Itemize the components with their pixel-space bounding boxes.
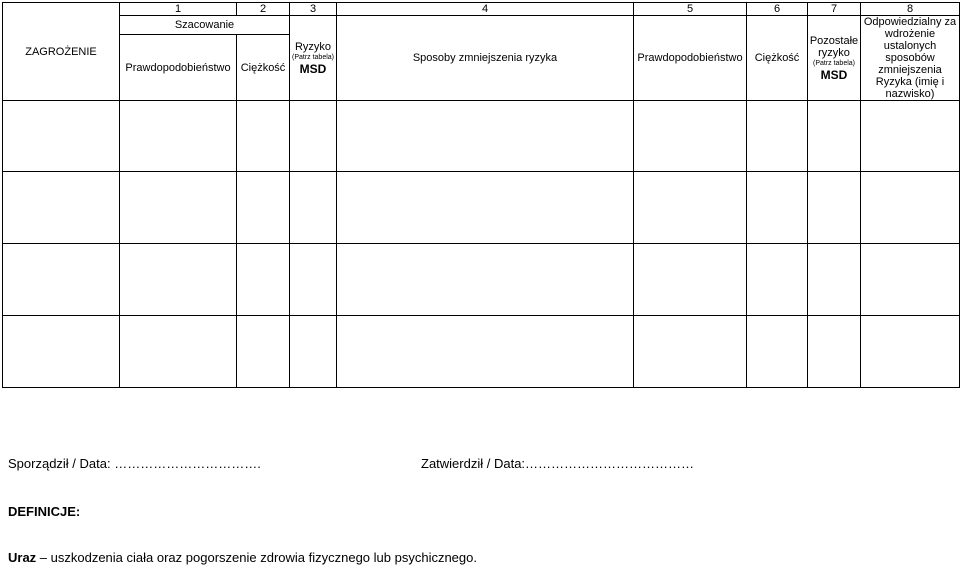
severity2-cell[interactable] [747, 316, 808, 388]
injury-definition-text: – uszkodzenia ciała oraz pogorszenie zdrowia fizycznego lub psychicznego. [36, 550, 477, 565]
prepared-by-line[interactable]: Sporządził / Data: ……………………………. [8, 456, 261, 471]
risk-cell[interactable] [290, 101, 337, 172]
hazard-cell[interactable] [3, 244, 120, 316]
col-number-8: 8 [861, 3, 960, 16]
residual-risk-cell[interactable] [808, 244, 861, 316]
mitigation-cell[interactable] [337, 244, 634, 316]
residual-risk-cell[interactable] [808, 316, 861, 388]
probability-header: Prawdopodobieństwo [120, 35, 237, 101]
col-number-4: 4 [337, 3, 634, 16]
mitigation-header: Sposoby zmniejszenia ryzyka [337, 16, 634, 101]
table-row [3, 244, 960, 316]
severity-header: Ciężkość [237, 35, 290, 101]
severity-cell[interactable] [237, 316, 290, 388]
table-row [3, 172, 960, 244]
residual-risk-header [808, 16, 861, 101]
risk-note: (Patrz tabela) [291, 53, 335, 61]
probability2-cell[interactable] [634, 316, 747, 388]
responsible-cell[interactable] [861, 101, 960, 172]
probability2-header: Prawdopodobieństwo [634, 16, 747, 101]
risk-title: Ryzyko [294, 40, 332, 53]
risk-msd: MSD [299, 61, 327, 76]
severity2-cell[interactable] [747, 244, 808, 316]
severity2-header: Ciężkość [747, 16, 808, 101]
severity-cell[interactable] [237, 172, 290, 244]
risk-assessment-table [2, 2, 960, 388]
approved-by-line[interactable]: Zatwierdził / Data:………………………………… [421, 456, 695, 471]
residual-risk-cell[interactable] [808, 101, 861, 172]
risk-cell[interactable] [290, 244, 337, 316]
severity2-cell[interactable] [747, 101, 808, 172]
risk-header [290, 16, 337, 101]
mitigation-cell[interactable] [337, 172, 634, 244]
responsible-cell[interactable] [861, 172, 960, 244]
severity2-cell[interactable] [747, 172, 808, 244]
residual-msd: MSD [820, 67, 848, 82]
estimation-header: Szacowanie [120, 16, 290, 35]
col-number-1: 1 [120, 3, 237, 16]
severity-cell[interactable] [237, 101, 290, 172]
risk-cell[interactable] [290, 172, 337, 244]
severity-cell[interactable] [237, 244, 290, 316]
probability-cell[interactable] [120, 316, 237, 388]
responsible-cell[interactable] [861, 244, 960, 316]
definitions-title: DEFINICJE: [8, 504, 81, 519]
hazard-cell[interactable] [3, 101, 120, 172]
col-number-6: 6 [747, 3, 808, 16]
injury-definition [8, 550, 477, 565]
mitigation-cell[interactable] [337, 316, 634, 388]
residual-risk-cell[interactable] [808, 172, 861, 244]
probability2-cell[interactable] [634, 101, 747, 172]
col-number-5: 5 [634, 3, 747, 16]
risk-cell[interactable] [290, 316, 337, 388]
table-row [3, 101, 960, 172]
probability-cell[interactable] [120, 172, 237, 244]
responsible-header: Odpowiedzialny za wdrożenie ustalonych sposobów zmniejszenia Ryzyka (imię i nazwisko) [861, 16, 960, 101]
responsible-cell[interactable] [861, 316, 960, 388]
hazard-cell[interactable] [3, 316, 120, 388]
injury-term: Uraz [8, 550, 37, 565]
residual-note: (Patrz tabela) [812, 59, 856, 67]
col-number-7: 7 [808, 3, 861, 16]
col-number-2: 2 [237, 3, 290, 16]
probability-cell[interactable] [120, 101, 237, 172]
table-row [3, 316, 960, 388]
probability2-cell[interactable] [634, 172, 747, 244]
col-number-3: 3 [290, 3, 337, 16]
probability-cell[interactable] [120, 244, 237, 316]
residual-title: Pozostałe ryzyko [809, 34, 859, 59]
hazard-header: ZAGROŻENIE [3, 3, 120, 101]
probability2-cell[interactable] [634, 244, 747, 316]
hazard-cell[interactable] [3, 172, 120, 244]
mitigation-cell[interactable] [337, 101, 634, 172]
